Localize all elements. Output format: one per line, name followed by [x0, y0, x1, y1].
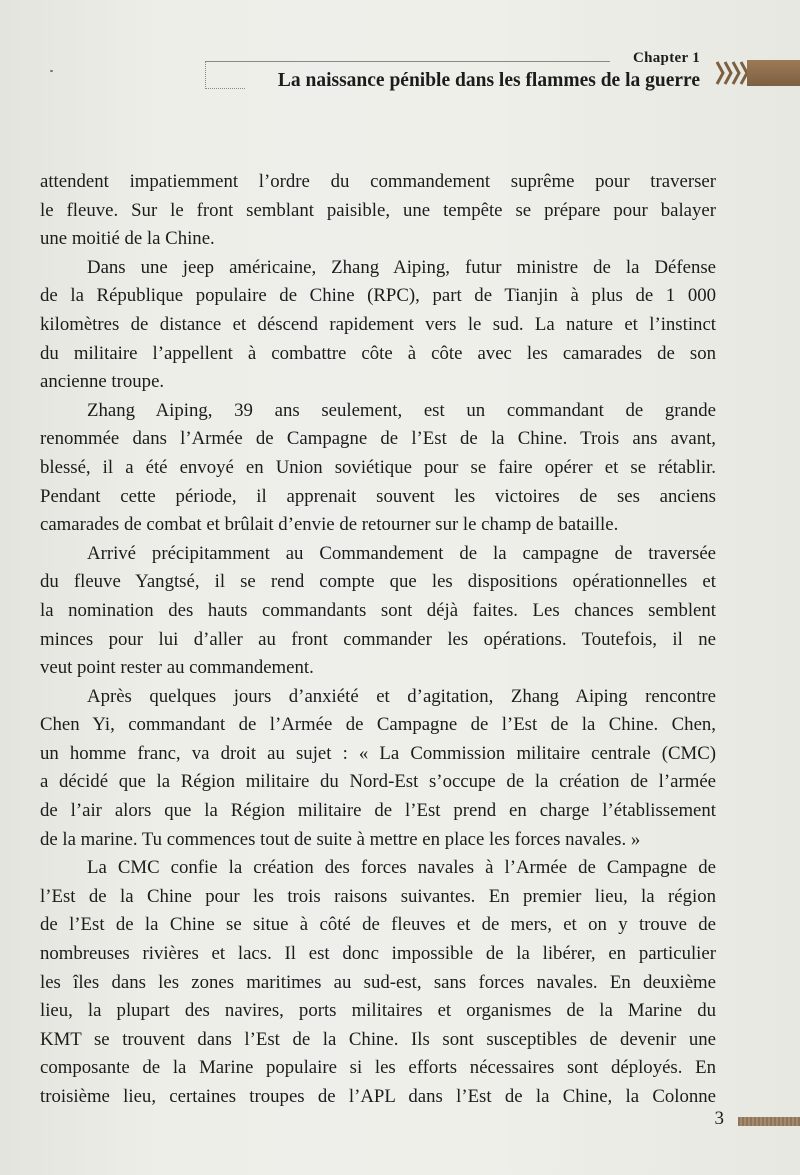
text-line: les îles dans les zones maritimes au sud-est, sans forces navales. En deuxième	[40, 971, 716, 993]
text-line: la nomination des hauts commandants sont déjà faites. Les chances semblent	[40, 599, 716, 621]
footer-accent-bar	[738, 1117, 800, 1126]
text-line: camarades de combat et brûlait d’envie de retourner sur le champ de bataille.	[40, 514, 619, 536]
text-line: Dans une jeep américaine, Zhang Aiping, futur ministre de la Défense	[87, 256, 716, 278]
text-line: La CMC confie la création des forces navales à l’Armée de Campagne de	[87, 857, 716, 879]
text-line: attendent impatiemment l’ordre du commandement suprême pour traverser	[40, 171, 716, 192]
text-line: a décidé que la Région militaire du Nord-Est s’occupe de la création de l’armée	[40, 771, 716, 793]
text-line: du fleuve Yangtsé, il se rend compte que les dispositions opérationnelles et	[40, 571, 716, 593]
chapter-label: Chapter 1	[632, 50, 700, 66]
header-rule	[205, 61, 610, 62]
text-line: une moitié de la Chine.	[40, 228, 215, 250]
text-line: renommée dans l’Armée de Campagne de l’Est de la Chine. Trois ans avant,	[40, 428, 716, 450]
text-line: Arrivé précipitamment au Commandement de la campagne de traversée	[87, 542, 716, 564]
text-line: de la République populaire de Chine (RPC), part de Tianjin à plus de 1 000	[40, 285, 716, 307]
chapter-title: La naissance pénible dans les flammes de la guerre	[277, 70, 700, 91]
text-line: Après quelques jours d’anxiété et d’agitation, Zhang Aiping rencontre	[87, 685, 716, 707]
header-bracket	[205, 61, 206, 87]
text-line: kilomètres de distance et déscend rapidement vers le sud. La nature et l’instinct	[40, 313, 716, 335]
body-text	[40, 168, 716, 1112]
text-line: Pendant cette période, il apprenait souvent les victoires de ses anciens	[40, 485, 716, 507]
paper-speck	[50, 70, 53, 72]
text-line: Chen Yi, commandant de l’Armée de Campagne de l’Est de la Chine. Chen,	[40, 714, 716, 736]
text-line: l’Est de la Chine pour les trois raisons suivantes. En premier lieu, la région	[40, 885, 716, 907]
text-line: de l’air alors que la Région militaire de l’Est prend en charge l’établissement	[40, 800, 716, 822]
text-line: ancienne troupe.	[40, 371, 165, 393]
text-line: minces pour lui d’aller au front commander les opérations. Toutefois, il ne	[40, 628, 716, 650]
text-line: de l’Est de la Chine se situe à côté de fleuves et de mers, et on y trouve de	[40, 914, 716, 936]
text-line: du militaire l’appellent à combattre côte à côte avec les camarades de son	[40, 342, 716, 364]
text-line: lieu, la plupart des navires, ports militaires et organismes de la Marine du	[40, 1000, 716, 1022]
text-line: troisième lieu, certaines troupes de l’APL dans l’Est de la Chine, la Colonne	[40, 1086, 716, 1107]
text-line: composante de la Marine populaire si les efforts nécessaires sont déployés. En	[40, 1057, 716, 1079]
text-line: nombreuses rivières et lacs. Il est donc impossible de la libérer, en particulier	[40, 943, 716, 965]
text-line: blessé, il a été envoyé en Union soviétique pour se faire opérer et se rétablir.	[40, 456, 716, 478]
text-line: Zhang Aiping, 39 ans seulement, est un commandant de grande	[87, 399, 716, 421]
text-line: un homme franc, va droit au sujet : « La Commission militaire centrale (CMC)	[40, 742, 716, 764]
text-line: de la marine. Tu commences tout de suite à mettre en place les forces navales. »	[40, 828, 641, 850]
header-accent-bar	[747, 60, 800, 86]
chevron-ornament-icon	[713, 59, 749, 87]
text-line: veut point rester au commandement.	[40, 657, 314, 679]
page-number: 3	[714, 1108, 724, 1129]
text-line: le fleuve. Sur le front semblant paisible, une tempête se prépare pour balayer	[40, 199, 716, 221]
text-line: KMT se trouvent dans l’Est de la Chine. Ils sont susceptibles de devenir une	[40, 1028, 716, 1050]
